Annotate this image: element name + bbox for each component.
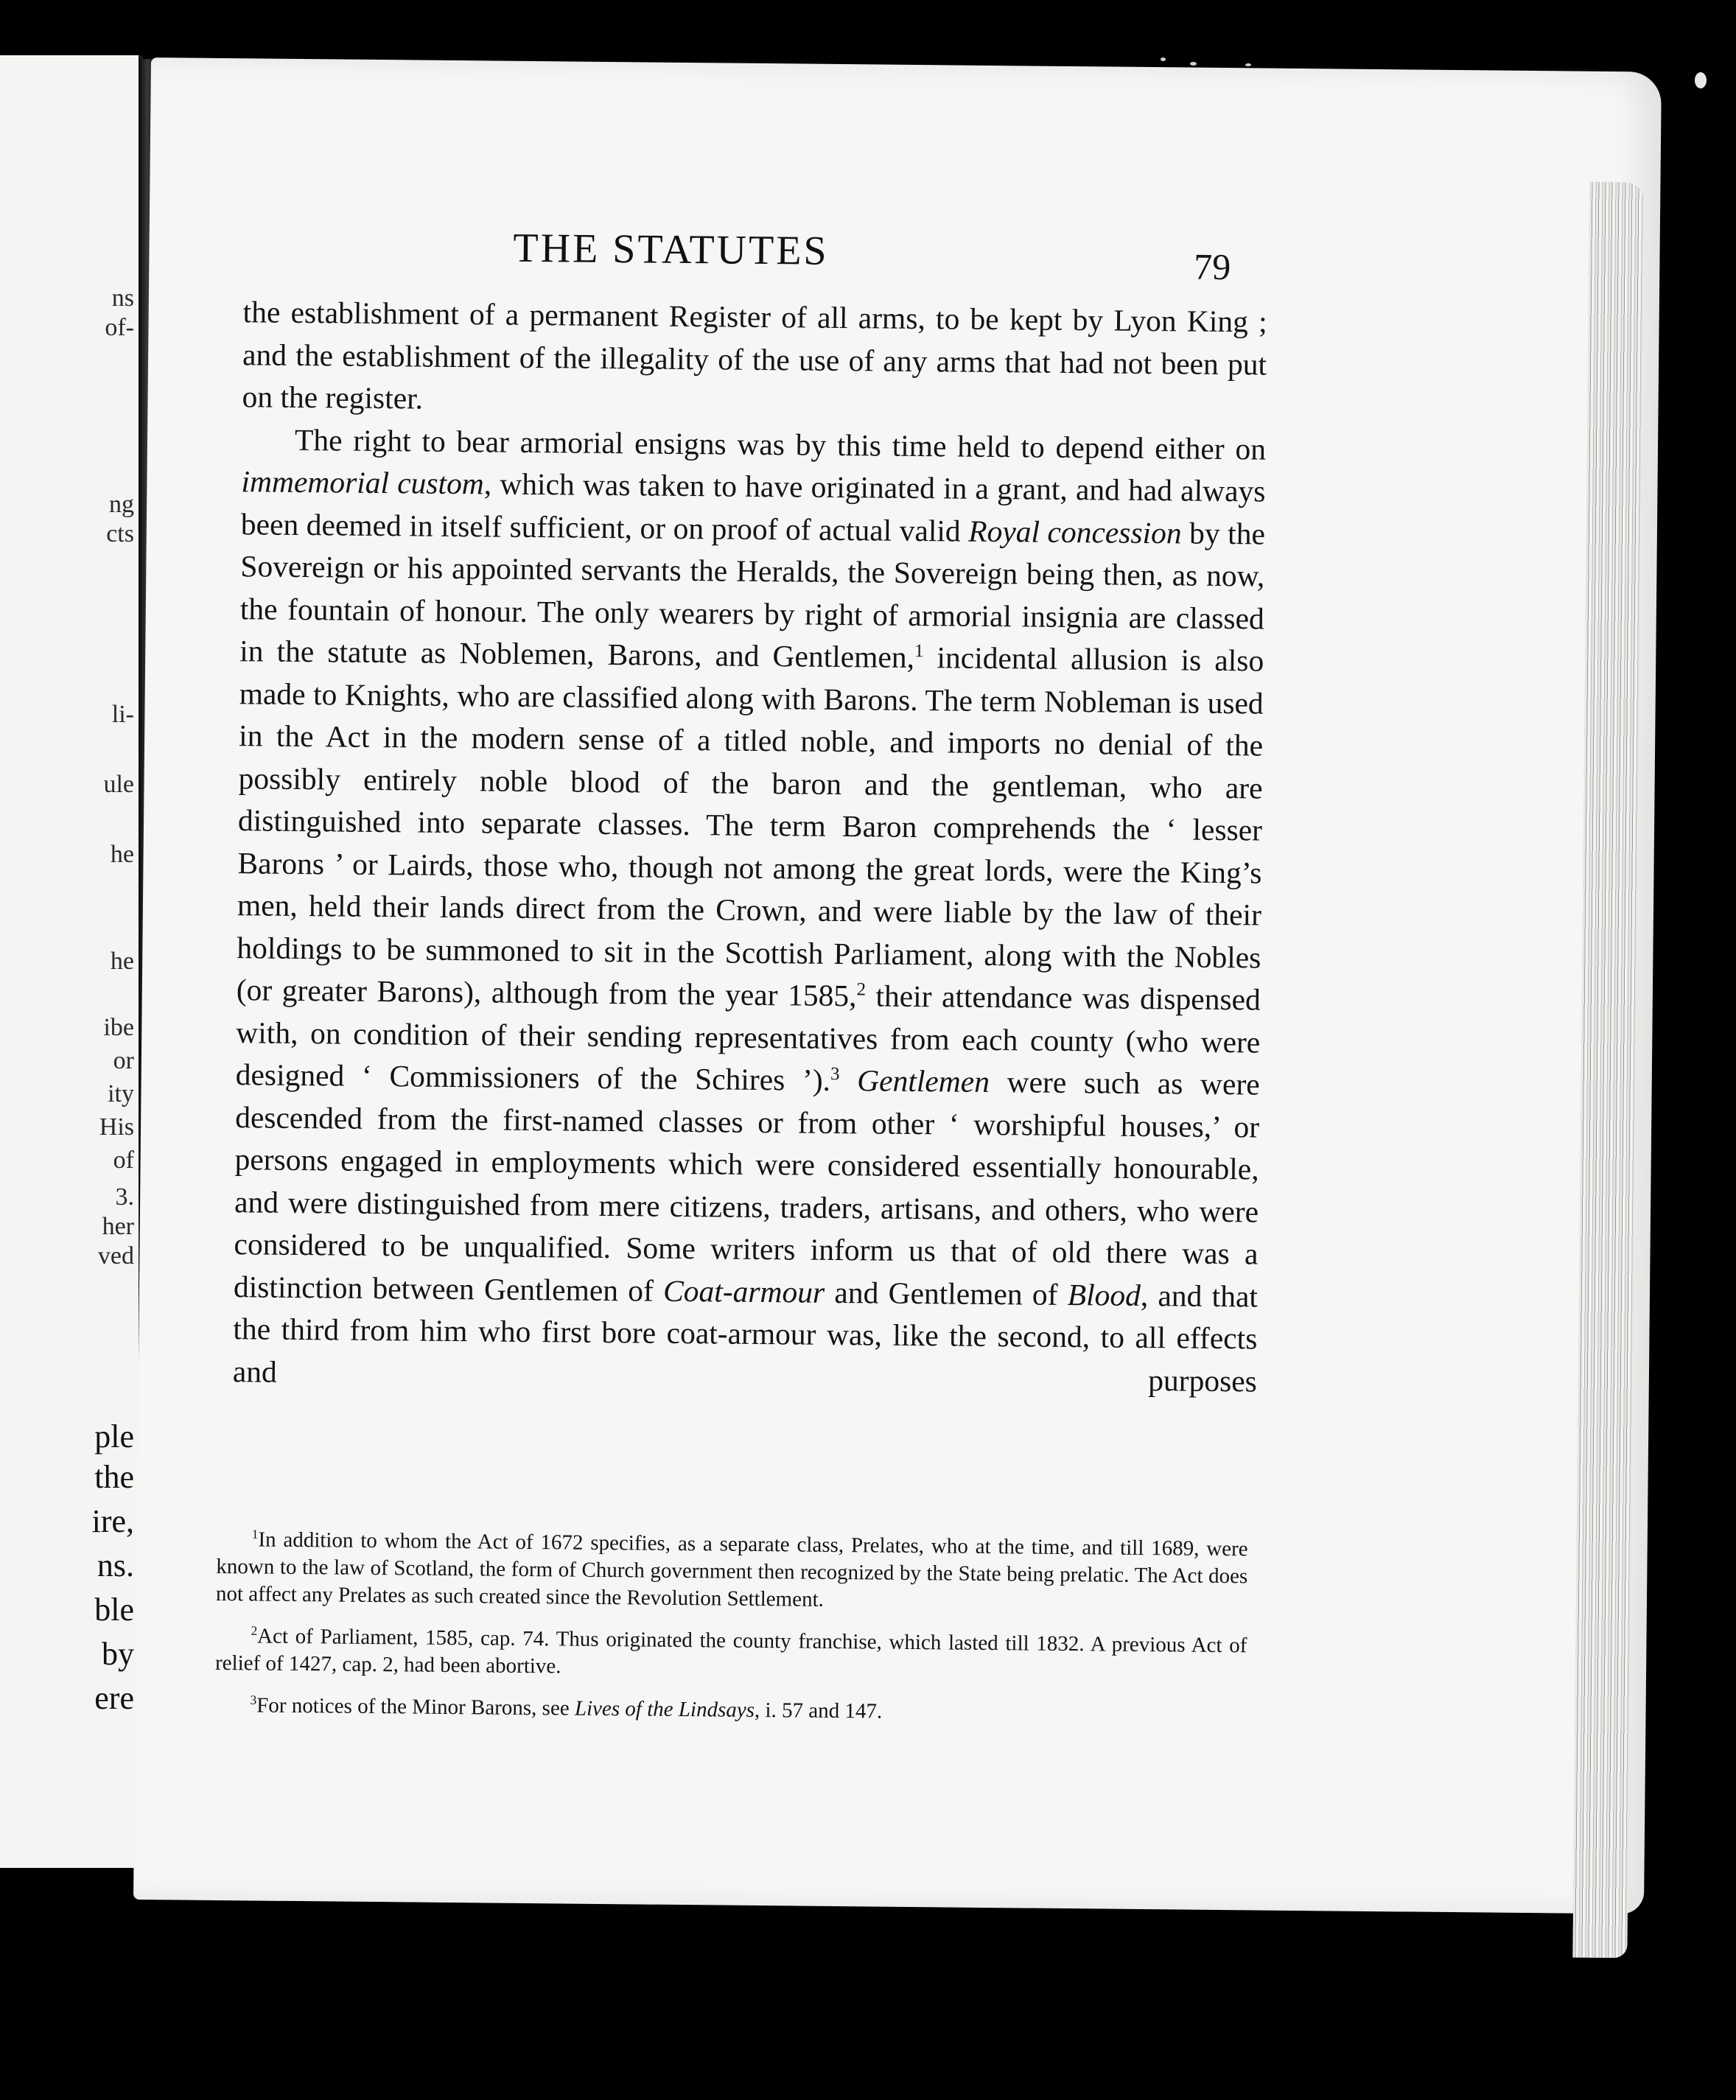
footnote-mark: 3 <box>250 1692 257 1707</box>
page-edge-stack <box>1572 182 1644 1959</box>
left-page-fragment: ns <box>111 284 134 312</box>
current-page <box>133 57 1662 1914</box>
left-page-fragment: her <box>102 1213 134 1240</box>
scan-speck <box>1695 72 1707 88</box>
footnotes <box>214 1526 1248 1743</box>
left-page-fragment: he <box>110 948 134 975</box>
left-page-fragment: ere <box>94 1680 134 1716</box>
page-content <box>214 222 1275 1723</box>
scan-speck <box>1161 57 1166 61</box>
text-run: , which was taken to have originated in a grant, and had always been deemed in itself sufficient, or on proof of actual valid <box>240 466 1266 548</box>
footnote-mark: 2 <box>251 1623 258 1638</box>
footnote-2 <box>215 1623 1247 1687</box>
footnote-italic-title: Lives of the Lindsays <box>574 1696 755 1722</box>
italic-term: Blood <box>1067 1277 1141 1312</box>
text-run: The right to bear armorial ensigns was by this time held to depend either on <box>294 422 1267 466</box>
text-line: Lyon King ; and the establishment of the illegality of the use of any arms <box>242 303 1267 379</box>
footnote-3 <box>214 1692 1246 1729</box>
left-page-fragment: li- <box>111 701 134 728</box>
page-title: THE STATUTES <box>513 225 829 274</box>
text-run: , and that the third from him who first bore coat-armour was, like the second, to all effects and purposes <box>232 1278 1259 1398</box>
text-line: that had not been put on the register. <box>242 344 1267 416</box>
scan-speck <box>1190 62 1197 66</box>
left-page-fragment: of <box>113 1147 134 1174</box>
text-run: incidental allusion is also made to Knights, who are classified along with Barons. The term Nobleman is used in the Act in the modern sense of a titled noble, and imports no denial of the possibly entirely noble blood of the baron and the gentleman, who are distinguished into separate classes. The term Baron comprehends the ‘ lesser Barons ’ or Lairds, those who, though not among the great lords, were the King’s men, held their lands direct from the Crown, and were liable by the law of their holdings to be summoned to sit in the Scottish Parliament, along with the Nobles (or greater Barons), although from the year 1585, <box>236 640 1264 1013</box>
footnote-mark: 1 <box>251 1526 259 1541</box>
left-page-fragment: ire, <box>91 1503 134 1539</box>
paragraph <box>242 291 1267 428</box>
text-run: and Gentlemen of <box>824 1275 1068 1312</box>
text-run: by the Sovereign or his appointed servants the Heralds, the Sovereign being then, as now, the fountain of honour. The only wearers by right of armorial insignia are classed in the statute as Noblemen, Barons, and Gentlemen, <box>239 515 1266 674</box>
running-head <box>243 222 1275 288</box>
left-page-fragment: ule <box>103 771 134 798</box>
left-page-fragment: 3. <box>115 1183 134 1211</box>
footnote-text: , i. 57 and 147. <box>754 1698 883 1723</box>
text-line: the establishment of a permanent Register of all arms, to be kept by <box>242 295 1104 337</box>
italic-term: Gentlemen <box>856 1063 990 1099</box>
paragraph <box>233 419 1267 1403</box>
left-page-fragment: the <box>94 1459 134 1495</box>
left-page-fragment: he <box>110 841 134 868</box>
left-page-fragment: cts <box>106 520 134 547</box>
text-run: were such as were descended from the first-named classes or from other ‘ worshipful houses,’ or persons engaged in employments which were considered essentially honourable, and were distinguished from mere citizens, traders, artisans, and others, who were considered to be unqualified. Some writers inform us that of old there was a distinction between Gentlemen of <box>233 1064 1260 1308</box>
left-page-fragment: ity <box>108 1080 134 1107</box>
previous-page-sliver <box>0 55 143 1868</box>
footnote-reference: 2 <box>856 979 867 1000</box>
left-page-fragment: ved <box>97 1242 134 1270</box>
left-page-fragment: by <box>102 1636 134 1672</box>
footnote-text: For notices of the Minor Barons, see <box>256 1693 575 1721</box>
text-run: their attendance was dispensed with, on condition of their sending representatives from each county (who were designed ‘ Commissioners of the Schires ’). <box>235 979 1261 1097</box>
footnote-1 <box>216 1526 1248 1617</box>
left-page-fragment: of- <box>105 314 134 341</box>
footnote-reference: 1 <box>914 641 924 662</box>
left-page-fragment: ble <box>94 1592 134 1628</box>
left-page-fragment: ple <box>94 1418 134 1455</box>
body-text <box>233 291 1267 1402</box>
footnote-text: Act of Parliament, 1585, cap. 74. Thus originated the county franchise, which lasted till 1832. A previous Act of relief of 1427, cap. 2, had been abortive. <box>214 1624 1247 1679</box>
left-page-fragment: ibe <box>103 1014 134 1041</box>
left-page-fragment: ns. <box>97 1547 134 1583</box>
page-number: 79 <box>1194 245 1231 288</box>
italic-term: immemorial custom <box>241 464 485 501</box>
left-page-fragment: or <box>113 1047 134 1074</box>
italic-term: Royal concession <box>968 514 1182 550</box>
left-page-fragment: His <box>99 1113 134 1141</box>
italic-term: Coat-armour <box>662 1273 825 1309</box>
left-page-fragment: ng <box>109 491 134 518</box>
footnote-reference: 3 <box>830 1064 840 1085</box>
scan-speck <box>1245 63 1251 66</box>
footnote-text: In addition to whom the Act of 1672 specifies, as a separate class, Prelates, who at the time, and till 1689, were known to the law of Scotland, the form of Church government then recognized by the State being prelatic. The Act does not affect any Prelates as such created since the Revolution Settlement. <box>215 1527 1248 1611</box>
